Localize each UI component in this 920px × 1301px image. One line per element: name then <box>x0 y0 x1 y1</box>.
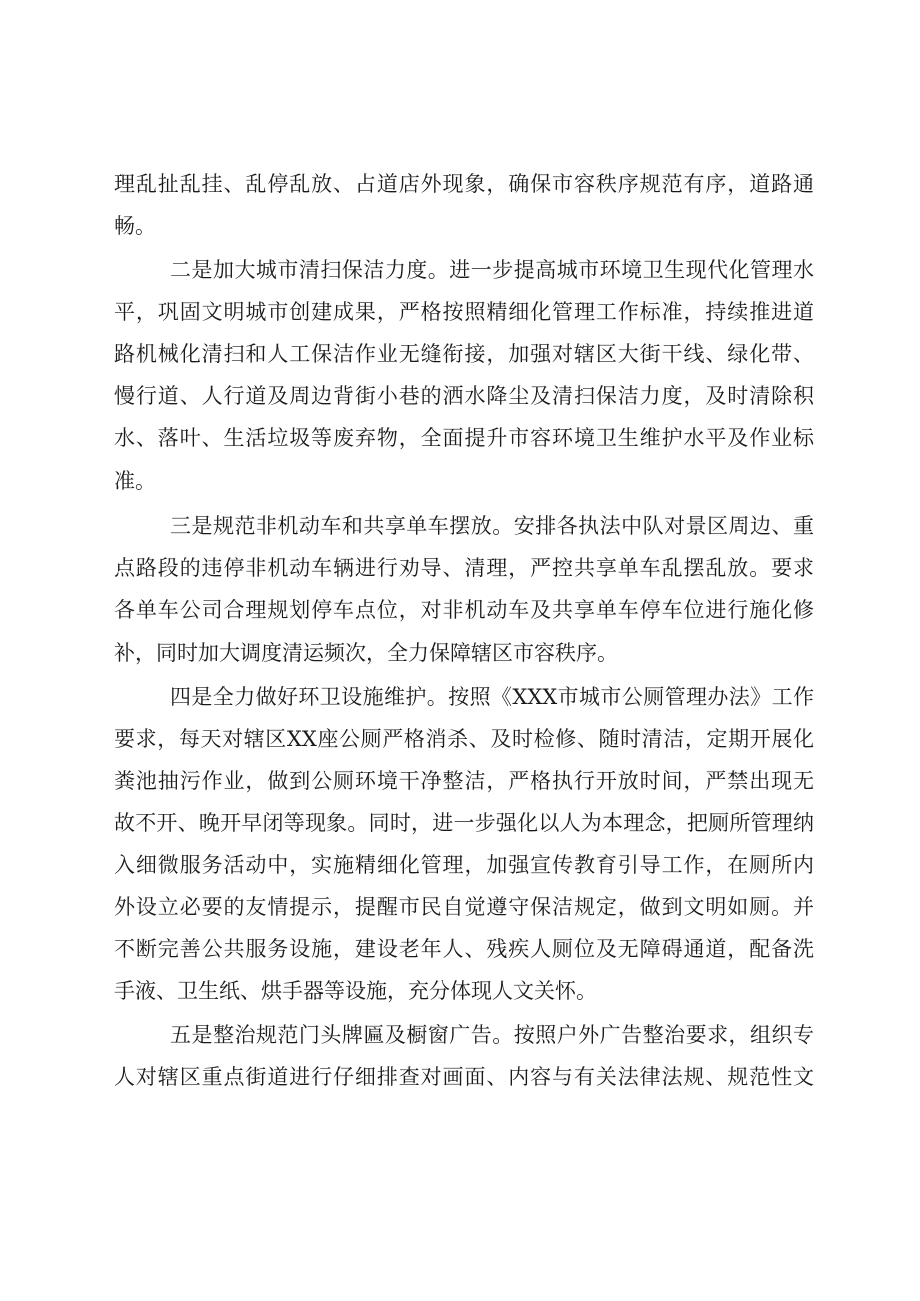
text-line: 入细微服务活动中，实施精细化管理，加强宣传教育引导工作，在厕所内 <box>114 853 814 877</box>
text-line: 各单车公司合理规划停车点位，对非机动车及共享单车停车位进行施化修 <box>114 598 814 622</box>
text-line: 平，巩固文明城市创建成果，严格按照精细化管理工作标准，持续推进道 <box>114 300 814 324</box>
text-line: 路机械化清扫和人工保洁作业无缝衔接，加强对辖区大街干线、绿化带、 <box>114 342 814 366</box>
text-line: 手液、卫生纸、烘手器等设施，充分体现人文关怀。 <box>114 979 597 1003</box>
text-line: 粪池抽污作业，做到公厕环境干净整洁，严格执行开放时间，严禁出现无 <box>114 769 814 793</box>
paragraph-first-line: 五是整治规范门头牌匾及橱窗广告。按照户外广告整治要求，组织专 <box>170 1023 814 1047</box>
text-line: 点路段的违停非机动车辆进行劝导、清理，严控共享单车乱摆乱放。要求 <box>114 556 814 580</box>
text-line: 不断完善公共服务设施，建设老年人、残疾人厕位及无障碍通道，配备洗 <box>114 937 814 961</box>
text-line: 要求，每天对辖区XX座公厕严格消杀、及时检修、随时清洁，定期开展化 <box>114 727 814 751</box>
text-line: 补，同时加大调度清运频次，全力保障辖区市容秩序。 <box>114 641 618 665</box>
paragraph-first-line: 三是规范非机动车和共享单车摆放。安排各执法中队对景区周边、重 <box>170 514 814 538</box>
paragraph-first-line: 二是加大城市清扫保洁力度。进一步提高城市环境卫生现代化管理水 <box>170 258 814 282</box>
text-line: 外设立必要的友情提示，提醒市民自觉遵守保洁规定，做到文明如厕。并 <box>114 895 814 919</box>
paragraph-first-line: 四是全力做好环卫设施维护。按照《XXX市城市公厕管理办法》工作 <box>170 685 814 709</box>
text-line: 慢行道、人行道及周边背街小巷的洒水降尘及清扫保洁力度，及时清除积 <box>114 384 814 408</box>
text-line: 畅。 <box>114 214 156 238</box>
text-line: 理乱扯乱挂、乱停乱放、占道店外现象，确保市容秩序规范有序，道路通 <box>114 172 814 196</box>
text-line: 人对辖区重点街道进行仔细排查对画面、内容与有关法律法规、规范性文 <box>114 1065 814 1089</box>
text-line: 水、落叶、生活垃圾等废弃物，全面提升市容环境卫生维护水平及作业标 <box>114 426 814 450</box>
text-line: 准。 <box>114 469 156 493</box>
text-line: 故不开、晚开早闭等现象。同时，进一步强化以人为本理念，把厕所管理纳 <box>114 811 814 835</box>
